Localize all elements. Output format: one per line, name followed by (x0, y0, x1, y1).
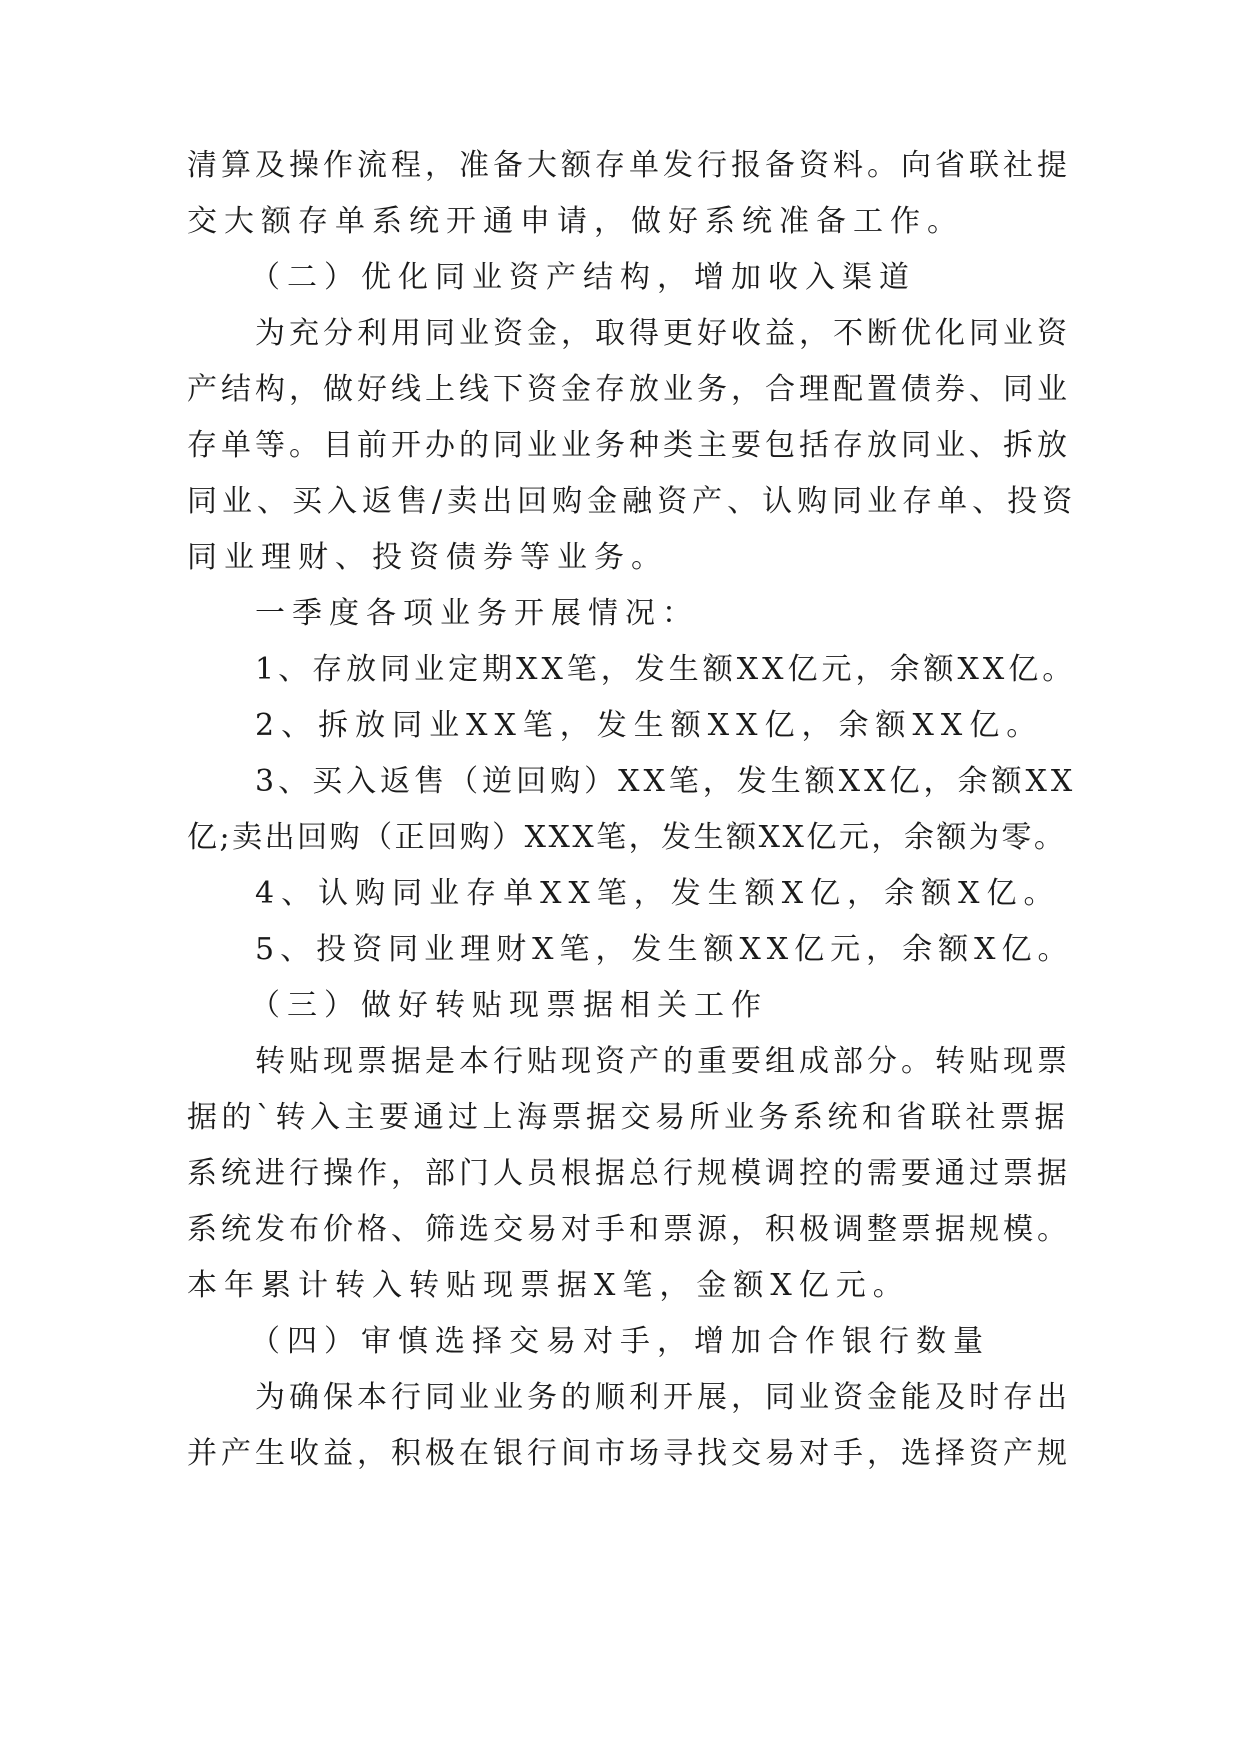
list-item: 亿;卖出回购（正回购）XXX笔，发生额XX亿元，余额为零。 (187, 820, 1067, 855)
list-item: 1、存放同业定期XX笔，发生额XX亿元，余额XX亿。 (255, 652, 1077, 687)
section-heading: （三）做好转贴现票据相关工作 (250, 988, 768, 1023)
paragraph-line: 产结构，做好线上线下资金存放业务，合理配置债券、同业 (187, 372, 1071, 407)
list-item: 3、买入返售（逆回购）XX笔，发生额XX亿，余额XX (255, 764, 1077, 799)
list-item: 4、认购同业存单XX笔，发生额X亿，余额X亿。 (255, 876, 1061, 911)
paragraph-line: 并产生收益，积极在银行间市场寻找交易对手，选择资产规 (187, 1436, 1071, 1471)
paragraph-line: 为确保本行同业业务的顺利开展，同业资金能及时存出 (255, 1380, 1071, 1415)
paragraph-line: 同业理财、投资债券等业务。 (187, 540, 668, 575)
section-heading: （二）优化同业资产结构，增加收入渠道 (250, 260, 916, 295)
list-item: 2、拆放同业XX笔，发生额XX亿，余额XX亿。 (255, 708, 1044, 743)
section-heading: （四）审慎选择交易对手，增加合作银行数量 (250, 1324, 990, 1359)
paragraph-line: 一季度各项业务开展情况： (255, 596, 699, 631)
paragraph-line: 交大额存单系统开通申请，做好系统准备工作。 (187, 204, 964, 239)
paragraph-line: 为充分利用同业资金，取得更好收益，不断优化同业资 (255, 316, 1071, 351)
paragraph-line: 系统进行操作，部门人员根据总行规模调控的需要通过票据 (187, 1156, 1071, 1191)
paragraph-line: 据的`转入主要通过上海票据交易所业务系统和省联社票据 (187, 1100, 1069, 1135)
paragraph-line: 同业、买入返售/卖出回购金融资产、认购同业存单、投资 (187, 484, 1078, 519)
paragraph-line: 转贴现票据是本行贴现资产的重要组成部分。转贴现票 (255, 1044, 1071, 1079)
paragraph-line: 存单等。目前开办的同业业务种类主要包括存放同业、拆放 (187, 428, 1071, 463)
paragraph-line: 本年累计转入转贴现票据X笔，金额X亿元。 (187, 1268, 910, 1303)
paragraph-line: 清算及操作流程，准备大额存单发行报备资料。向省联社提 (187, 148, 1071, 183)
paragraph-line: 系统发布价格、筛选交易对手和票源，积极调整票据规模。 (187, 1212, 1071, 1247)
list-item: 5、投资同业理财X笔，发生额XX亿元，余额X亿。 (255, 932, 1074, 967)
